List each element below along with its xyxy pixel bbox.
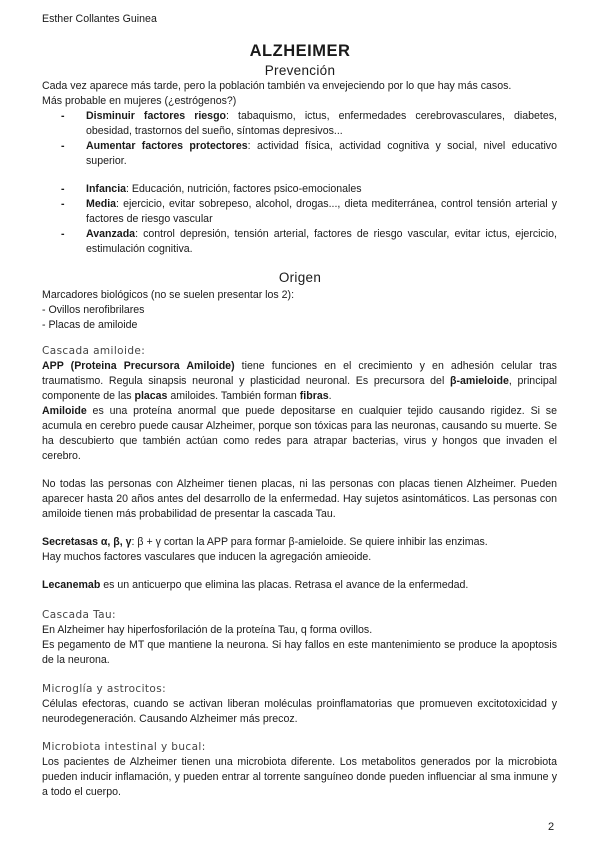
section-heading-prevencion: Prevención [264,63,336,78]
placas-paragraph-block [42,477,557,522]
origen-line: Marcadores biológicos (no se suelen presentar los 2): [42,289,295,301]
origen-line: - Placas de amiloide [42,319,138,331]
list-item: - Disminuir factores riesgo: tabaquismo, ictus, enfermedades cerebrovasculares, diabetes, obesidad, trastornos del sueño, síntomas depresivos... [42,109,557,139]
page-number: 2 [548,821,555,833]
microbiota-section [42,755,557,800]
amiloide-paragraph: Amiloide es una proteína anormal que puede depositarse en cualquier tejido causando rigidez. Si se acumula en cerebro puede causar Alzheimer, porque son tóxicas para las neuronas, causando su muerte. Se ha descubierto que también actúan como redes para atrapar bacterias, virus y hongos que invaden el cerebro. [42,405,557,462]
subheading-cascada-amiloide: Cascada amiloide: [42,345,146,357]
tau-line: En Alzheimer hay hiperfosforilación de la proteína Tau, q forma ovillos. [42,624,373,636]
prevencion-section [42,79,557,169]
tau-paragraph: Es pegamento de MT que mantiene la neurona. Si hay fallos en este mantenimiento se produce la apoptosis de la neurona. [42,639,557,666]
microglia-section [42,697,557,727]
page-title: ALZHEIMER [249,42,351,60]
app-paragraph: APP (Proteina Precursora Amiloide) tiene funciones en el crecimiento y en adhesión celular tras traumatismo. Regula sinapsis neuronal y plasticidad neuronal. Es precursora del β-amieloide, principal componente de las placas amiloides. También forman fibras. [42,360,557,402]
list-item: - Avanzada: control depresión, tensión arterial, factores de riesgo vascular, evitar ictus, ejercicio, estimulación cognitiva. [42,227,557,257]
author-name: Esther Collantes Guinea [42,13,157,25]
list-item: - Infancia: Educación, nutrición, factores psico-emocionales [42,182,557,197]
microglia-paragraph: Células efectoras, cuando se activan liberan moléculas proinflamatorias que promueven excitotoxicidad y neurodegeneración. Causando Alzheimer más precoz. [42,698,557,725]
list-item: - Media: ejercicio, evitar sobrepeso, alcohol, drogas..., dieta mediterránea, control tensión arterial y factores de riesgo vascular [42,197,557,227]
life-stages-list [42,182,557,257]
lecanemab-paragraph: Lecanemab es un anticuerpo que elimina las placas. Retrasa el avance de la enfermedad. [42,579,469,591]
secretasas-block [42,535,557,565]
vascular-paragraph: Hay muchos factores vasculares que inducen la agregación amieoide. [42,551,372,563]
microbiota-paragraph: Los pacientes de Alzheimer tienen una microbiota diferente. Los metabolitos generados por la microbiota pueden inducir inflamación, y pueden entrar al torrente sanguíneo donde pueden influenciar al sma inmune y a todo el cuerpo. [42,756,557,798]
risk-factors-list [42,109,557,169]
origen-section [42,288,557,333]
section-heading-origen: Origen [278,270,322,285]
cascada-tau-section [42,623,557,668]
life-stages-section [42,182,557,257]
subheading-cascada-tau: Cascada Tau: [42,609,116,621]
placas-paragraph: No todas las personas con Alzheimer tienen placas, ni las personas con placas tienen Alzheimer. Pueden aparecer hasta 20 años antes del desarrollo de la enfermedad. Hay sujetos asintomáticos. Las personas con amiloide tienen más probabilidad de presentar la cascada Tau. [42,478,557,520]
origen-line: - Ovillos nerofibrilares [42,304,145,316]
subheading-microbiota: Microbiota intestinal y bucal: [42,741,206,753]
subheading-microglia: Microglía y astrocitos: [42,683,167,695]
secretasas-paragraph: Secretasas α, β, γ: β + γ cortan la APP para formar β-amieloide. Se quiere inhibir las enzimas. [42,536,488,548]
prevencion-intro-line: Cada vez aparece más tarde, pero la población también va envejeciendo por lo que hay más casos. [42,80,512,92]
cascada-amiloide-section [42,359,557,464]
list-item: - Aumentar factores protectores: actividad física, actividad cognitiva y social, nivel educativo superior. [42,139,557,169]
lecanemab-block [42,578,557,593]
prevencion-intro-line: Más probable en mujeres (¿estrógenos?) [42,95,237,107]
